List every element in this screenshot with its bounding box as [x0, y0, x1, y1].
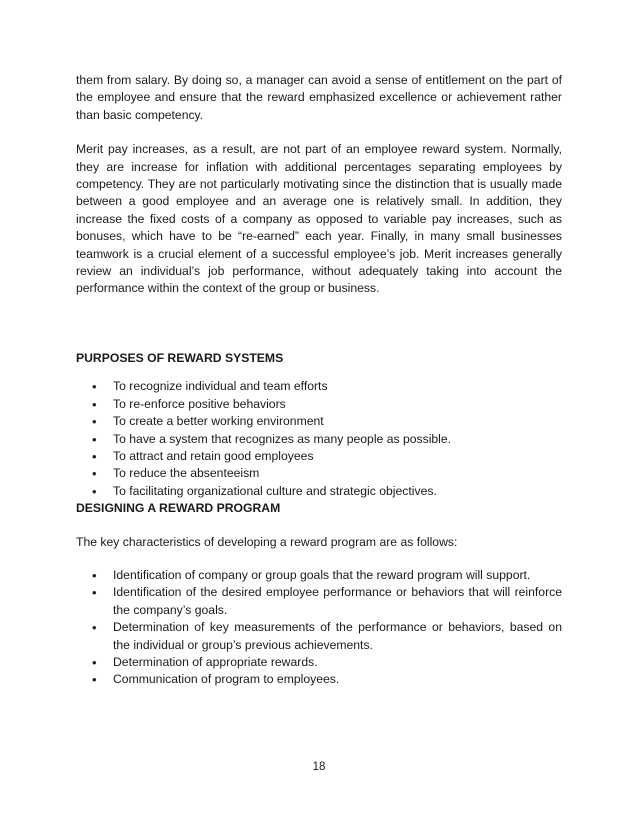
paragraph-intro: The key characteristics of developing a reward program are as follows: — [76, 534, 458, 549]
list-item: • To re-enforce positive behaviors — [76, 396, 562, 413]
document-page — [76, 72, 562, 689]
list-item: • Identification of the desired employee performance or behaviors that will reinforce the company’s goals. — [76, 584, 562, 619]
heading-designing: DESIGNING A REWARD PROGRAM — [76, 501, 281, 516]
list-item: • To have a system that recognizes as many people as possible. — [76, 431, 562, 448]
list-item: • Communication of program to employees. — [76, 671, 562, 688]
list-item: • To facilitating organizational culture and strategic objectives. — [76, 483, 562, 500]
heading-purposes: PURPOSES OF REWARD SYSTEMS — [76, 350, 284, 365]
page-number: 18 — [312, 761, 326, 773]
list-item: • To recognize individual and team efforts — [76, 378, 562, 395]
list-item: • Identification of company or group goals that the reward program will support. — [76, 567, 562, 584]
paragraph-merit-pay: Merit pay increases, as a result, are not part of an employee reward system. Normally, they are increase for inflation with additional percentages separating employees by competency. They are not particularly motivating since the distinction that is usually made between a good employee and an average one is relatively small. In addition, they increase the fixed costs of a company as opposed to variable pay increases, such as bonuses, which have to be “re-earned” each year. Finally, in many small businesses teamwork is a crucial element of a successful employee’s job. Merit increases generally review an individual’s job performance, without adequately taking into account the performance within the context of the group or business. — [76, 142, 562, 296]
purposes-list — [76, 378, 562, 500]
list-item: • To reduce the absenteeism — [76, 465, 562, 482]
list-item: • To create a better working environment — [76, 413, 562, 430]
list-item: • Determination of key measurements of the performance or behaviors, based on the individual or group’s previous achievements. — [76, 619, 562, 654]
paragraph-salary: them from salary. By doing so, a manager can avoid a sense of entitlement on the part of the employee and ensure that the reward emphasized excellence or achievement rather than basic competency. — [76, 73, 562, 122]
characteristics-list — [76, 567, 562, 689]
list-item: • To attract and retain good employees — [76, 448, 562, 465]
list-item: • Determination of appropriate rewards. — [76, 654, 562, 671]
